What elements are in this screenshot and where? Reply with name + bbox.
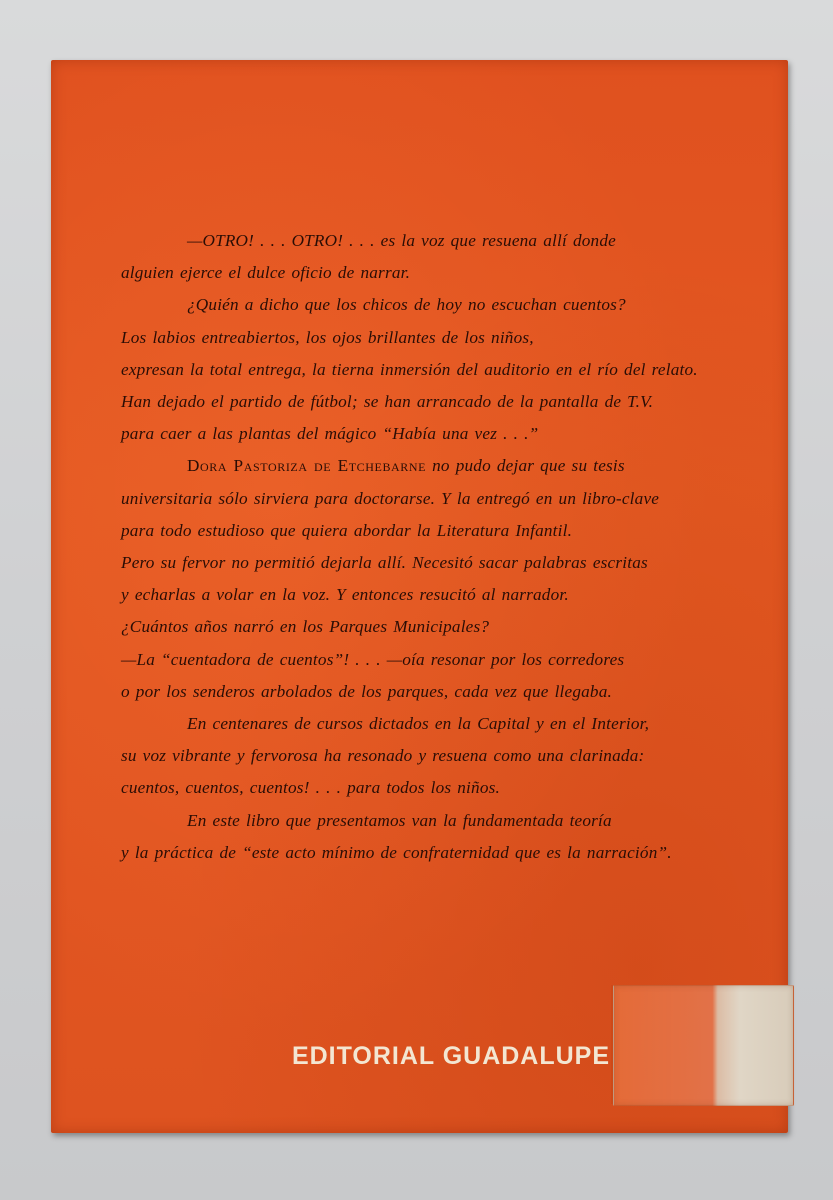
blurb-line: universitaria sólo sirviera para doctorarse. Y la entregó en un libro-clave	[121, 488, 660, 508]
blurb-line: —La “cuentadora de cuentos”! . . . —oía resonar por los corredores	[121, 649, 625, 669]
blurb-line: su voz vibrante y fervorosa ha resonado y resuena como una clarinada:	[121, 746, 645, 766]
author-name: Dora Pastoriza de Etchebarne	[187, 456, 427, 476]
blurb-line	[121, 450, 771, 482]
blurb-line: Han dejado el partido de fútbol; se han arrancado de la pantalla de T.V.	[121, 392, 654, 412]
blurb-line: ¿Cuántos años narró en los Parques Municipales?	[121, 617, 490, 637]
blurb-line: para caer a las plantas del mágico “Había una vez . . .”	[121, 424, 539, 444]
blurb-line: para todo estudioso que quiera abordar la Literatura Infantil.	[121, 520, 573, 540]
blurb-line: —OTRO! . . . OTRO! . . . es la voz que resuena allí donde	[187, 231, 616, 250]
blurb-line: ¿Quién a dicho que los chicos de hoy no escuchan cuentos?	[187, 295, 626, 315]
blurb-line: En centenares de cursos dictados en la Capital y en el Interior,	[187, 714, 650, 734]
blurb-line-rest: no pudo dejar que su tesis	[426, 456, 625, 476]
blurb-line: o por los senderos arbolados de los parques, cada vez que llegaba.	[121, 681, 613, 701]
blurb-line: y echarlas a volar en la voz. Y entonces resucitó al narrador.	[121, 585, 569, 605]
blurb-line: alguien ejerce el dulce oficio de narrar.	[121, 263, 411, 283]
blurb-line: expresan la total entrega, la tierna inmersión del auditorio en el río del relato.	[121, 359, 698, 379]
book-back-cover	[51, 60, 788, 1133]
blurb-line: Los labios entreabiertos, los ojos brillantes de los niños,	[121, 327, 534, 347]
blurb-line: En este libro que presentamos van la fundamentada teoría	[187, 810, 612, 830]
publisher-name: EDITORIAL GUADALUPE	[291, 1042, 611, 1070]
blurb-line: cuentos, cuentos, cuentos! . . . para todos los niños.	[121, 778, 501, 798]
blurb-line: y la práctica de “este acto mínimo de confraternidad que es la narración”.	[121, 842, 672, 862]
blurb-text	[121, 225, 771, 869]
blurb-line: Pero su fervor no permitió dejarla allí. Necesitó sacar palabras escritas	[121, 553, 648, 573]
